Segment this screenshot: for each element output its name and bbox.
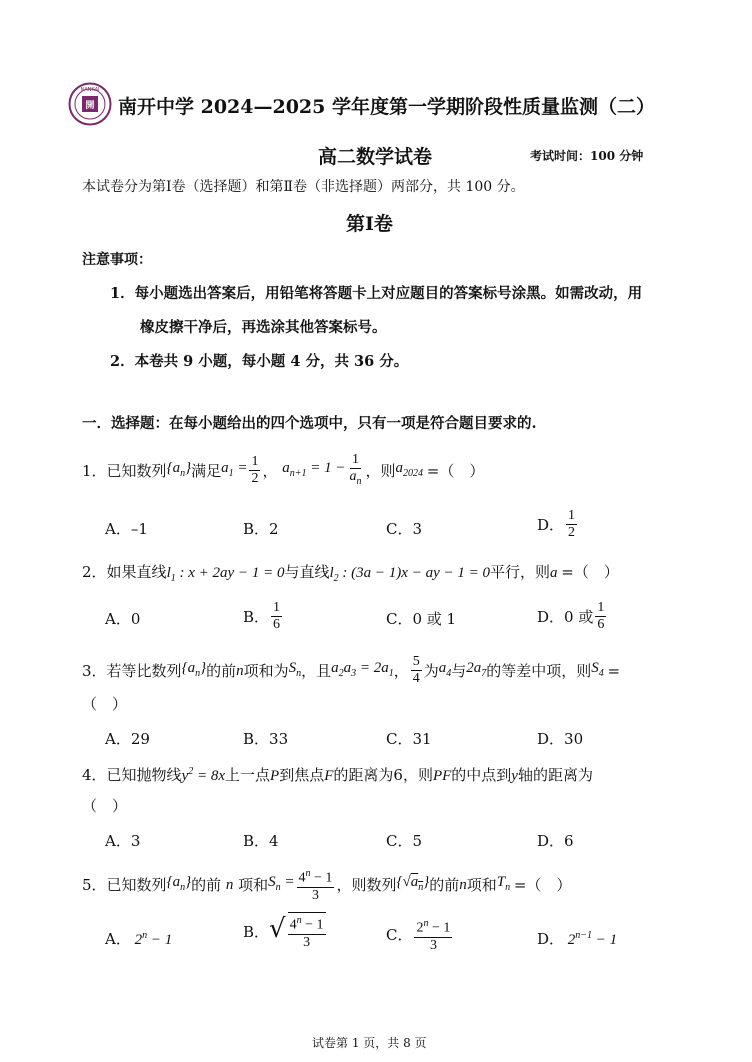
q3-option-d: D．30: [537, 730, 584, 748]
exam-time: 考试时间：100 分钟: [530, 149, 644, 163]
q5-option-a: A． $2^n - 1$: [105, 930, 173, 948]
q3-option-c: C．31: [386, 730, 432, 748]
svg-text:開: 開: [85, 101, 95, 111]
q5-option-d: D． $2^{n-1} - 1$: [537, 930, 618, 948]
q4-option-d: D．6: [537, 832, 574, 850]
q1-option-c: C．3: [386, 520, 423, 538]
q1-option-b: B．2: [243, 520, 279, 538]
question-4: 4．已知抛物线$y^2 = 8x$上一点P到焦点F的距离为6，则PF的中点到y轴的距离为: [82, 766, 593, 784]
q3-option-b: B．33: [243, 730, 289, 748]
exam-subtitle: 高二数学试卷: [318, 146, 433, 168]
notes-heading: 注意事项：: [82, 252, 152, 268]
school-logo: [68, 82, 112, 126]
notes-item-1: 1．每小题选出答案后，用铅笔将答题卡上对应题目的答案标号涂黑。如需改动，用: [110, 285, 643, 302]
notes-item-2: 2．本卷共 9 小题，每小题 4 分，共 36 分。: [110, 353, 409, 370]
question-3: 3． 若等比数列 $\{a_n\}$ 的前 n 项和为 $S_n$ ，且 $a_2a_3 = 2a_1$ ， $\frac{5}{4}$ 为 $a_4$ 与 $2a_7$ 的等差中项，则 $S_4$ =: [82, 654, 621, 686]
question-1: 1． 已知数列 $\{a_n\}$ 满足 $a_1$ = $\frac{1}{2}$ ， $a_{n+1} = 1$ − $\frac{1}{a_n}$ ，则 $a_{2024}$ =（ ）: [82, 452, 485, 487]
q4-option-b: B．4: [243, 832, 279, 850]
q1-option-d: D． $\frac{1}{2}$: [537, 508, 576, 540]
notes-item-1-cont: 橡皮擦干净后，再选涂其他答案标号。: [140, 319, 387, 336]
page-footer: 试卷第 1 页，共 8 页: [312, 1036, 427, 1050]
q2-option-d: D．0 或 $\frac{1}{6}$: [537, 600, 605, 632]
exam-title: 南开中学 2024—2025 学年度第一学期阶段性质量监测（二）: [118, 96, 655, 118]
q5-option-c: C． $\frac{2^n - 1}{3}$: [386, 918, 451, 953]
q2-option-b: B． $\frac{1}{6}$: [243, 600, 281, 632]
q5-option-b: B． √ $\frac{4^n - 1}{3}$: [243, 914, 324, 950]
question-5: 5． 已知数列 $\{a_n\}$ 的前 n 项和 $S_n$ = $\frac{4^n - 1}{3}$ ，则数列 $\{√a_n\}$ 的前 n 项和 $T_n$ =（ ）: [82, 868, 572, 903]
volume-title: 第Ⅰ卷: [346, 213, 393, 235]
question-4-paren: （ ）: [82, 797, 128, 815]
question-2: 2．如果直线$l_1$ : x + 2ay − 1 = 0与直线$l_2$ : (3a − 1)x − ay − 1 = 0平行，则a =（ ）: [82, 563, 619, 584]
q1-option-a: A．–1: [105, 520, 148, 538]
question-3-paren: （ ）: [82, 695, 128, 713]
q3-option-a: A．29: [105, 730, 150, 748]
section-heading: 一．选择题：在每小题给出的四个选项中，只有一项是符合题目要求的.: [82, 415, 537, 432]
exam-intro: 本试卷分为第Ⅰ卷（选择题）和第Ⅱ卷（非选择题）两部分，共 100 分。: [82, 179, 525, 195]
q2-option-c: C．0 或 1: [386, 610, 457, 628]
svg-text:NANKAI: NANKAI: [80, 87, 100, 93]
q4-option-a: A．3: [105, 832, 141, 850]
q4-option-c: C．5: [386, 832, 423, 850]
q2-option-a: A．0: [105, 610, 141, 628]
